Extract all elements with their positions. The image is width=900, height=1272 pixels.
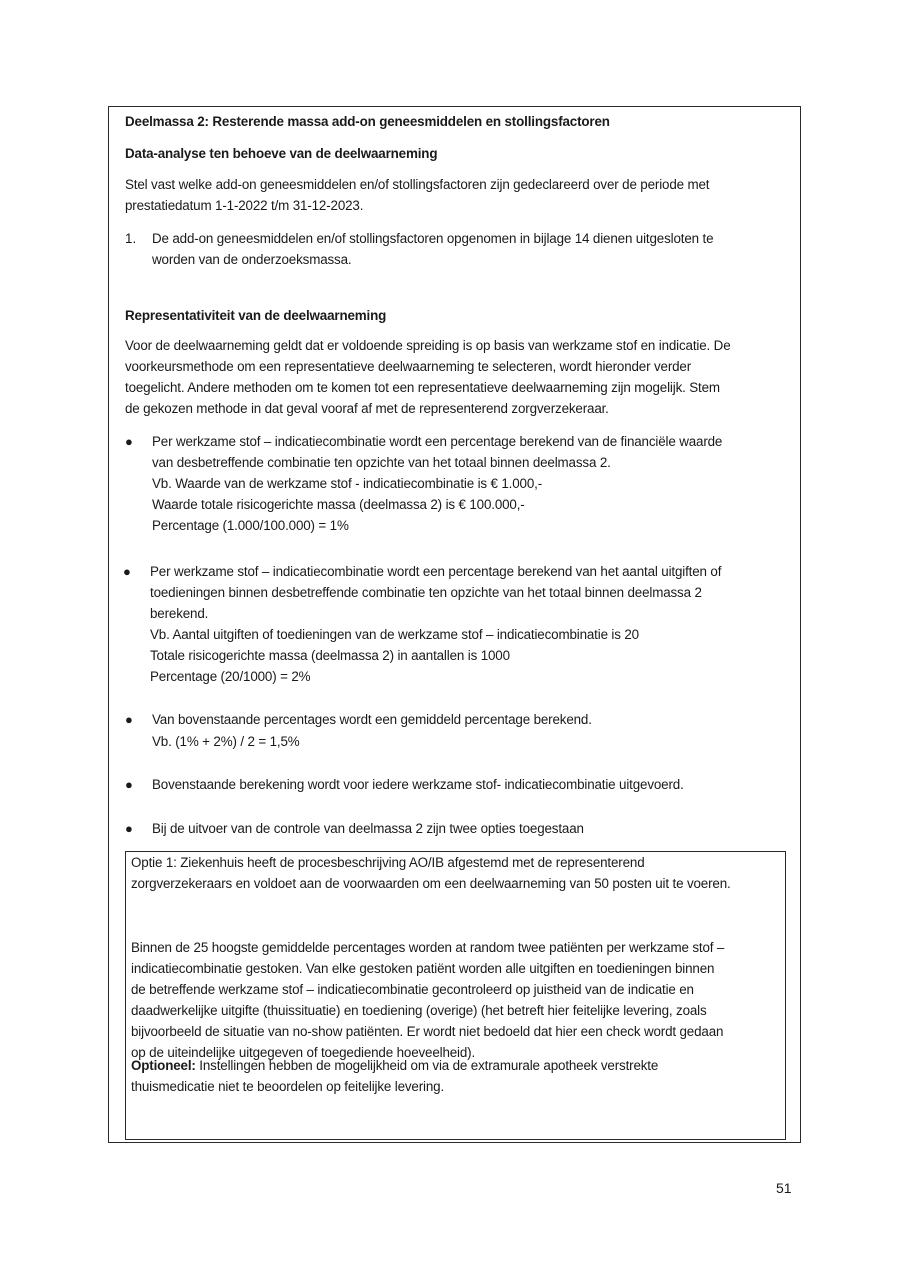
paragraph-line: Voor de deelwaarneming geldt dat er voldoende spreiding is op basis van werkzame stof en indicatie. De: [125, 338, 731, 353]
bullet-line: Totale risicogerichte massa (deelmassa 2) in aantallen is 1000: [150, 648, 510, 663]
numbered-item-line: worden van de onderzoeksmassa.: [152, 252, 352, 267]
option1-line: Optie 1: Ziekenhuis heeft de procesbeschrijving AO/IB afgestemd met de representerend: [131, 855, 645, 870]
bullet-line: Vb. Aantal uitgiften of toedieningen van de werkzame stof – indicatiecombinatie is 20: [150, 627, 639, 642]
optional-line: [131, 1055, 658, 1076]
optional-line: thuismedicatie niet te beoordelen op feitelijke levering.: [131, 1079, 445, 1094]
paragraph-line: de gekozen methode in dat geval vooraf af met de representerend zorgverzekeraar.: [125, 401, 609, 416]
bullet-icon: ●: [125, 434, 133, 449]
option-detail-line: bijvoorbeeld de situatie van no-show patiënten. Er wordt niet bedoeld dat hier een check wordt gedaan: [131, 1024, 724, 1039]
bullet-line: Percentage (1.000/100.000) = 1%: [152, 518, 349, 533]
page-number: 51: [776, 1180, 792, 1196]
optional-text: Instellingen hebben de mogelijkheid om via de extramurale apotheek verstrekte: [195, 1058, 659, 1073]
bullet-line: Vb. (1% + 2%) / 2 = 1,5%: [152, 734, 300, 749]
bullet-icon: ●: [123, 564, 131, 579]
option-detail-line: op de uiteindelijke uitgegeven of toegediende hoeveelheid).: [131, 1045, 476, 1060]
optional-label: Optioneel:: [131, 1058, 196, 1073]
list-number: 1.: [125, 231, 137, 246]
option1-line: zorgverzekeraars en voldoet aan de voorwaarden om een deelwaarneming van 50 posten uit te voeren.: [131, 876, 731, 891]
bullet-line: Vb. Waarde van de werkzame stof - indicatiecombinatie is € 1.000,-: [152, 476, 543, 491]
bullet-icon: ●: [125, 821, 133, 836]
bullet-icon: ●: [125, 777, 133, 792]
section-title: Deelmassa 2: Resterende massa add-on geneesmiddelen en stollingsfactoren: [125, 114, 610, 129]
bullet-line: berekend.: [150, 606, 209, 621]
data-analysis-heading: Data-analyse ten behoeve van de deelwaarneming: [125, 146, 438, 161]
bullet-icon: ●: [125, 712, 133, 727]
intro-line: prestatiedatum 1-1-2022 t/m 31-12-2023.: [125, 198, 364, 213]
bullet-line: Van bovenstaande percentages wordt een gemiddeld percentage berekend.: [152, 712, 592, 727]
bullet-line: Per werkzame stof – indicatiecombinatie wordt een percentage berekend van de financiële waarde: [152, 434, 723, 449]
bullet-line: toedieningen binnen desbetreffende combinatie ten opzichte van het totaal binnen deelmassa 2: [150, 585, 702, 600]
bullet-line: Per werkzame stof – indicatiecombinatie wordt een percentage berekend van het aantal uitgiften of: [150, 564, 722, 579]
bullet-line: Percentage (20/1000) = 2%: [150, 669, 311, 684]
paragraph-line: voorkeursmethode om een representatieve deelwaarneming te selecteren, wordt hieronder verder: [125, 359, 692, 374]
paragraph-line: toegelicht. Andere methoden om te komen tot een representatieve deelwaarneming zijn mogelijk. Stem: [125, 380, 720, 395]
numbered-item-line: De add-on geneesmiddelen en/of stollingsfactoren opgenomen in bijlage 14 dienen uitgesloten te: [152, 231, 714, 246]
intro-line: Stel vast welke add-on geneesmiddelen en/of stollingsfactoren zijn gedeclareerd over de periode met: [125, 177, 710, 192]
option-detail-line: Binnen de 25 hoogste gemiddelde percentages worden at random twee patiënten per werkzame stof –: [131, 940, 725, 955]
representativeness-heading: Representativiteit van de deelwaarneming: [125, 308, 387, 323]
option-detail-line: de betreffende werkzame stof – indicatiecombinatie gecontroleerd op juistheid van de indicatie en: [131, 982, 694, 997]
bullet-line: Waarde totale risicogerichte massa (deelmassa 2) is € 100.000,-: [152, 497, 525, 512]
bullet-line: Bovenstaande berekening wordt voor iedere werkzame stof- indicatiecombinatie uitgevoerd.: [152, 777, 684, 792]
bullet-line: van desbetreffende combinatie ten opzichte van het totaal binnen deelmassa 2.: [152, 455, 611, 470]
option-detail-line: indicatiecombinatie gestoken. Van elke gestoken patiënt worden alle uitgiften en toedieningen binnen: [131, 961, 715, 976]
option-detail-line: daadwerkelijke uitgifte (thuissituatie) en toediening (overige) (het betreft hier feitelijke levering, zoals: [131, 1003, 707, 1018]
bullet-line: Bij de uitvoer van de controle van deelmassa 2 zijn twee opties toegestaan: [152, 821, 584, 836]
